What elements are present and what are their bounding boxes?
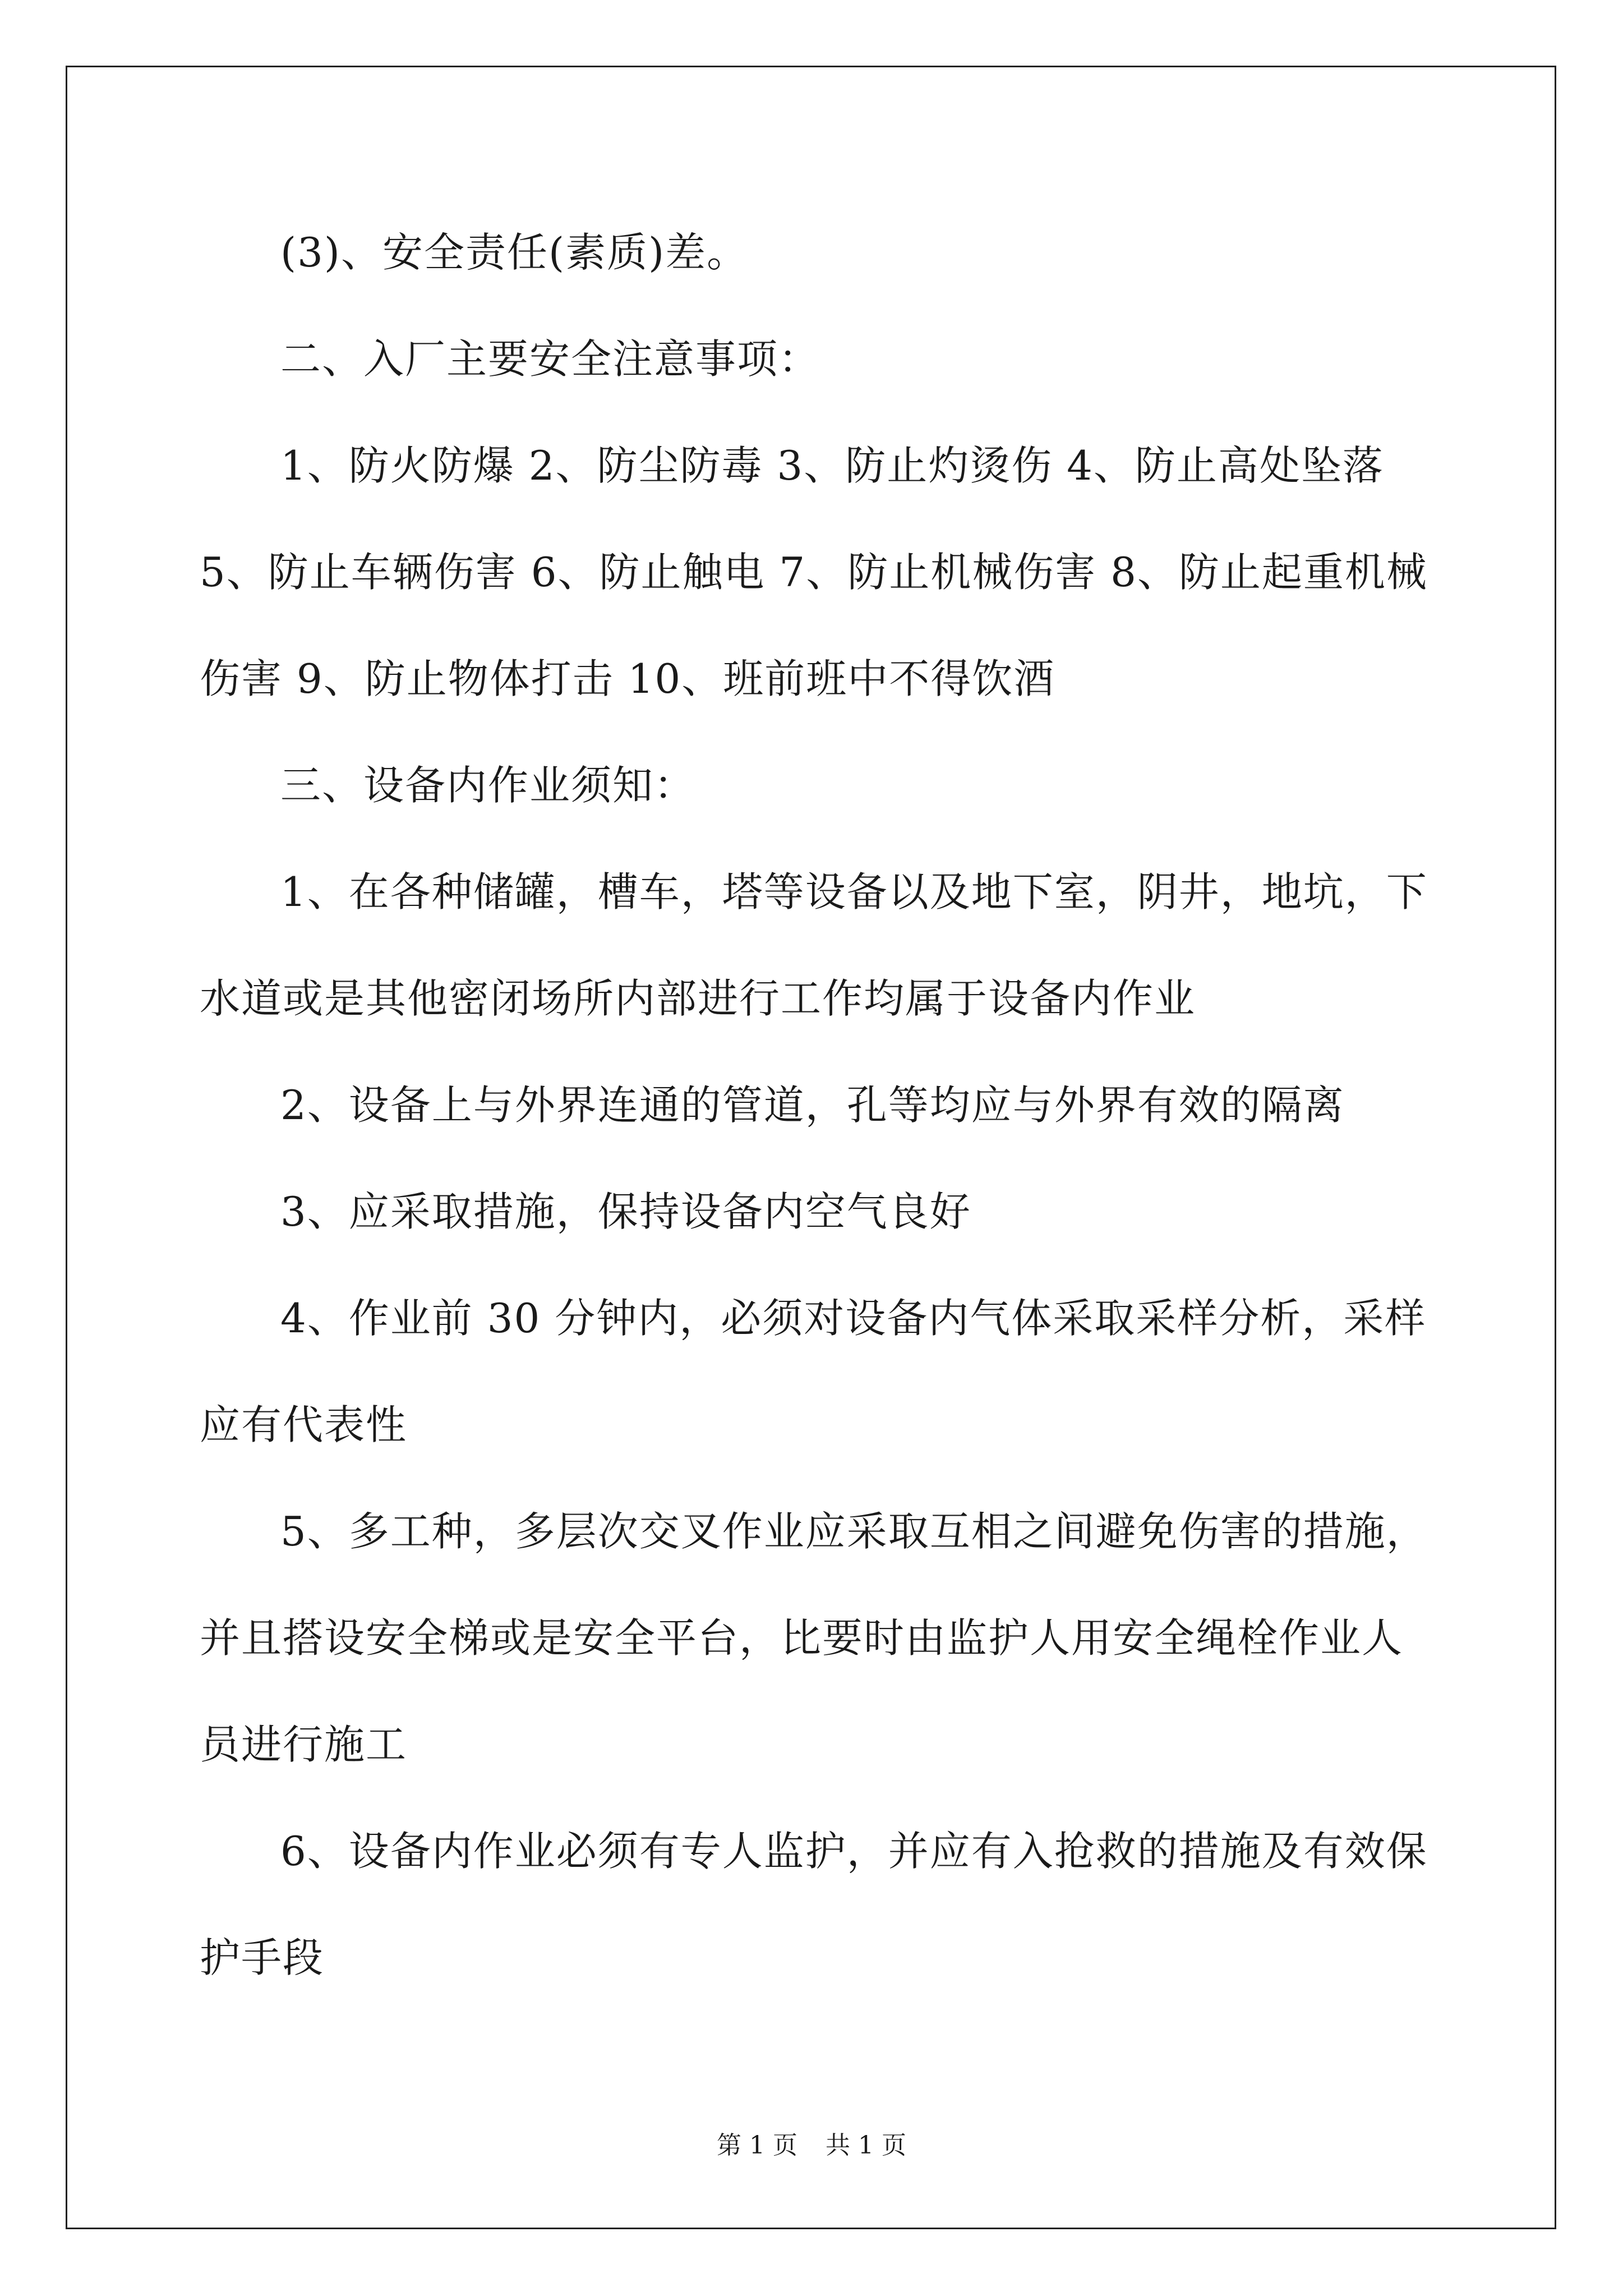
page-total: 共 1 页 — [826, 2131, 906, 2160]
paragraph: 4、作业前 30 分钟内，必须对设备内气体采取采样分析，采样应有代表性 — [200, 1295, 1427, 1448]
section-heading: 二、入厂主要安全注意事项： — [280, 335, 820, 383]
paragraph: 1、在各种储罐，槽车，塔等设备以及地下室，阴井，地坑，下水道或是其他密闭场所内部进行工作均属于设备内作业 — [200, 868, 1428, 1022]
paragraph: 3、应采取措施，保持设备内空气良好 — [280, 1188, 971, 1235]
paragraph: 1、防火防爆 2、防尘防毒 3、防止灼烫伤 4、防止高处坠落 5、防止车辆伤害 6、防止触电 7、防止机械伤害 8、防止起重机械伤害 9、防止物体打击 10、班前班中不得饮酒 — [200, 442, 1428, 702]
page-footer — [0, 2129, 1623, 2162]
paragraph: 2、设备上与外界连通的管道，孔等均应与外界有效的隔离 — [280, 1082, 1345, 1129]
page-number: 第 1 页 — [717, 2131, 797, 2160]
paragraph: 6、设备内作业必须有专人监护，并应有入抢救的措施及有效保护手段 — [200, 1828, 1428, 1981]
paragraph: (3)、安全责任(素质)差。 — [280, 229, 749, 276]
section-heading: 三、设备内作业须知： — [280, 762, 696, 809]
document-body — [200, 199, 1431, 2011]
paragraph: 5、多工种，多层次交叉作业应采取互相之间避免伤害的措施，并且搭设安全梯或是安全平台，比要时由监护人用安全绳栓作业人员进行施工 — [200, 1508, 1428, 1768]
